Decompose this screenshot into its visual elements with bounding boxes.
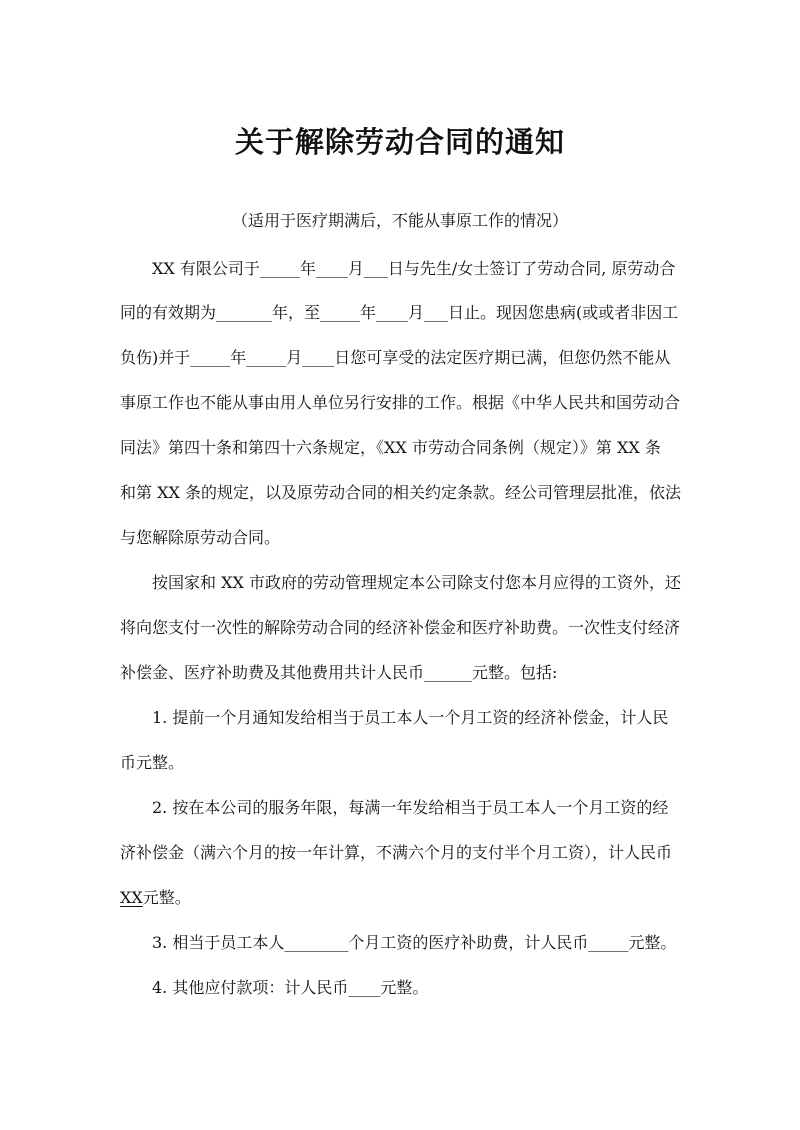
paragraph-1-line-6: 和第 XX 条的规定，以及原劳动合同的相关约定条款。经公司管理层批准，依法 (120, 483, 681, 502)
item-1-line-1: 1. 提前一个月通知发给相当于员工本人一个月工资的经济补偿金，计人民 (152, 708, 669, 727)
paragraph-1-line-5: 同法》第四十条和第四十六条规定，《XX 市劳动合同条例（规定）》第 XX 条 (120, 438, 661, 457)
item-2-line-3 (120, 887, 700, 909)
item-1-line-2: 币元整。 (120, 753, 185, 772)
paragraph-2-line-1: 按国家和 XX 市政府的劳动管理规定本公司除支付您本月应得的工资外，还 (152, 573, 681, 592)
paragraph-1-line-3: 负伤)并于_____年_____月____日您可享受的法定医疗期已满，但您仍然不能从 (120, 348, 671, 367)
paragraph-2-line-2: 将向您支付一次性的解除劳动合同的经济补偿金和医疗补助费。一次性支付经济 (120, 618, 681, 637)
document-subtitle: （适用于医疗期满后，不能从事原工作的情况） (231, 211, 568, 230)
paragraph-1-line-1: XX 有限公司于_____年____月___日与先生/女士签订了劳动合同, 原劳动合 (152, 259, 676, 278)
item-4-line-1: 4. 其他应付款项：计人民币____元整。 (152, 978, 429, 997)
paragraph-1-line-2: 同的有效期为_______年，至_____年____月___日止。现因您患病(或或者非因工 (120, 303, 679, 322)
item-2-line-2: 济补偿金（满六个月的按一年计算，不满六个月的支付半个月工资），计人民币 (120, 843, 673, 862)
amount-suffix: 元整。 (142, 888, 191, 907)
underlined-amount: XX (120, 888, 143, 907)
item-2-line-1: 2. 按在本公司的服务年限，每满一年发给相当于员工本人一个月工资的经 (152, 798, 669, 817)
document-title: 关于解除劳动合同的通知 (234, 125, 565, 159)
paragraph-2-line-3: 补偿金、医疗补助费及其他费用共计人民币______元整。包括: (120, 663, 558, 682)
paragraph-1-line-4: 事原工作也不能从事由用人单位另行安排的工作。根据《中华人民共和国劳动合 (120, 393, 681, 412)
item-3-line-1: 3. 相当于员工本人________个月工资的医疗补助费，计人民币_____元整。 (152, 933, 677, 952)
paragraph-1-line-7: 与您解除原劳动合同。 (120, 528, 281, 547)
